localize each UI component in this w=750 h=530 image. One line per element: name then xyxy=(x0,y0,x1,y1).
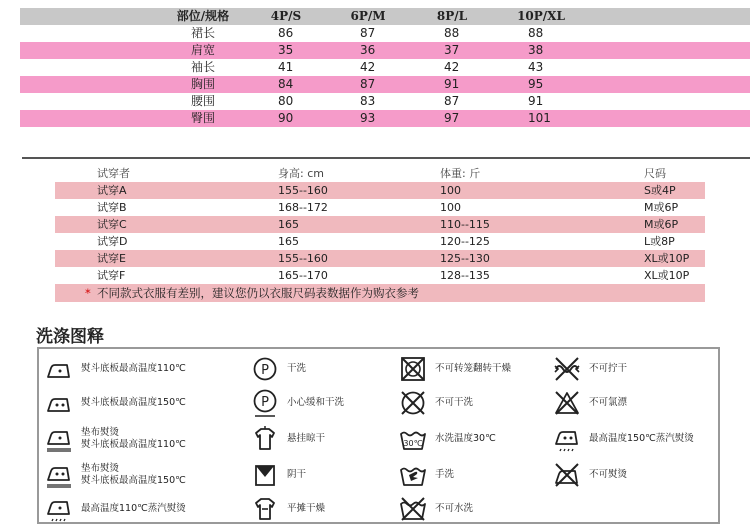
care-label-line: 手洗 xyxy=(435,469,455,480)
care-label-line: 熨斗底板最高温度150℃ xyxy=(81,475,186,486)
cell-weight: 100 xyxy=(440,184,461,197)
cell-size: XL或10P xyxy=(644,269,690,282)
svg-text:P: P xyxy=(261,363,269,378)
cell-value: 88 xyxy=(444,26,460,40)
cell-value: 97 xyxy=(444,111,460,125)
iron-two-dots-icon xyxy=(45,389,73,417)
size-table-header xyxy=(20,8,750,25)
table-row xyxy=(20,110,750,127)
cell-tester: 试穿C xyxy=(97,218,127,231)
cell-value: 42 xyxy=(360,60,376,74)
care-label-line: 最高温度150℃蒸汽熨烫 xyxy=(589,433,694,444)
care-title: 洗涤图释 xyxy=(36,327,104,347)
care-label-line: 不可转笼翻转干燥 xyxy=(435,363,512,374)
wash-30-icon xyxy=(399,425,427,453)
care-label xyxy=(589,425,694,453)
cell-weight: 125--130 xyxy=(440,252,490,265)
care-label-line: 不可干洗 xyxy=(435,397,474,408)
cell-height: 165--170 xyxy=(278,269,328,282)
gentle-dry-clean-icon xyxy=(251,389,279,417)
header-part: 部位/规格 xyxy=(176,9,230,23)
cell-size: M或6P xyxy=(644,201,679,214)
table-row xyxy=(20,59,750,76)
cell-tester: 试穿B xyxy=(97,201,127,214)
cell-value: 88 xyxy=(528,26,544,40)
header-size: 尺码 xyxy=(644,167,666,180)
cell-tester: 试穿E xyxy=(97,252,126,265)
note-text: 不同款式衣服有差别，建议您仍以衣服尺码表数据作为购衣参考 xyxy=(97,286,419,300)
no-tumble-dry-icon xyxy=(399,355,427,383)
row-part: 腰围 xyxy=(190,94,215,108)
iron-cloth-two-dots-icon xyxy=(45,461,73,489)
cell-value: 87 xyxy=(360,26,376,40)
care-label xyxy=(435,389,473,417)
no-dry-clean-icon xyxy=(399,389,427,417)
care-label xyxy=(287,461,306,489)
care-label xyxy=(435,425,496,453)
header-tester: 试穿者 xyxy=(97,167,130,180)
row-part: 胸围 xyxy=(190,77,215,91)
size-table xyxy=(20,8,750,127)
iron-cloth-one-dot-icon xyxy=(45,425,73,453)
cell-value: 93 xyxy=(360,111,376,125)
cell-size: XL或10P xyxy=(644,252,690,265)
shade-dry-icon xyxy=(251,461,279,489)
row-part: 臀围 xyxy=(190,111,215,125)
care-label-line: 不可水洗 xyxy=(435,503,474,514)
table-row xyxy=(20,93,750,110)
care-label xyxy=(287,389,344,417)
cell-weight: 128--135 xyxy=(440,269,490,282)
cell-tester: 试穿D xyxy=(97,235,128,248)
no-bleach-icon xyxy=(553,389,581,417)
cell-weight: 110--115 xyxy=(440,218,490,231)
care-label xyxy=(435,461,454,489)
care-label-line: 垫布熨烫 xyxy=(81,463,120,474)
cell-tester: 试穿A xyxy=(97,184,127,197)
header-size-l: 8P/L xyxy=(436,9,468,23)
iron-one-dot-icon xyxy=(45,355,73,383)
care-label-line: 最高温度110℃蒸汽熨烫 xyxy=(81,503,186,514)
cell-height: 165 xyxy=(278,235,299,248)
steam-iron-110-icon xyxy=(45,495,73,523)
cell-value: 91 xyxy=(444,77,460,91)
care-label xyxy=(589,461,627,489)
care-label xyxy=(435,495,473,523)
care-label xyxy=(287,355,306,383)
cell-height: 168--172 xyxy=(278,201,328,214)
cell-value: 86 xyxy=(278,26,294,40)
cell-value: 91 xyxy=(528,94,544,108)
row-part: 肩宽 xyxy=(190,43,215,57)
care-label-line: 水洗温度30℃ xyxy=(435,433,496,444)
cell-value: 90 xyxy=(278,111,294,125)
table-row xyxy=(55,267,705,284)
cell-value: 101 xyxy=(528,111,551,125)
care-label-line: 熨斗底板最高温度110℃ xyxy=(81,363,186,374)
care-label-line: 熨斗底板最高温度110℃ xyxy=(81,439,186,450)
fitting-table xyxy=(55,165,705,302)
care-label xyxy=(435,355,511,383)
cell-value: 80 xyxy=(278,94,294,108)
cell-height: 155--160 xyxy=(278,184,328,197)
header-size-m: 6P/M xyxy=(350,9,386,23)
cell-value: 38 xyxy=(528,43,544,57)
cell-value: 42 xyxy=(444,60,460,74)
cell-value: 35 xyxy=(278,43,294,57)
cell-value: 83 xyxy=(360,94,376,108)
cell-tester: 试穿F xyxy=(97,269,126,282)
cell-value: 84 xyxy=(278,77,294,91)
table-row xyxy=(20,42,750,59)
header-height: 身高: cm xyxy=(278,167,324,180)
no-wash-icon xyxy=(399,495,427,523)
cell-value: 41 xyxy=(278,60,294,74)
care-label-line: 垫布熨烫 xyxy=(81,427,120,438)
care-label xyxy=(81,389,186,417)
cell-weight: 120--125 xyxy=(440,235,490,248)
table-row xyxy=(55,250,705,267)
fitting-note xyxy=(55,284,705,302)
care-label-line: 干洗 xyxy=(287,363,307,374)
header-weight: 体重: 斤 xyxy=(440,167,481,180)
table-row xyxy=(55,216,705,233)
cell-value: 37 xyxy=(444,43,460,57)
cell-size: M或6P xyxy=(644,218,679,231)
care-label xyxy=(287,495,325,523)
care-legend-box xyxy=(37,347,720,524)
care-label-line: 熨斗底板最高温度150℃ xyxy=(81,397,186,408)
care-label-line: 小心缓和干洗 xyxy=(287,397,345,408)
care-label-line: 不可氯漂 xyxy=(589,397,628,408)
header-size-s: 4P/S xyxy=(270,9,302,23)
hang-dry-icon xyxy=(251,425,279,453)
care-label xyxy=(81,425,186,453)
fitting-table-header xyxy=(55,165,705,182)
care-label-line: 悬挂晾干 xyxy=(287,433,326,444)
section-divider xyxy=(22,157,750,159)
care-label xyxy=(287,425,325,453)
flat-dry-icon xyxy=(251,495,279,523)
table-row xyxy=(20,25,750,42)
care-label xyxy=(81,461,186,489)
care-label xyxy=(589,355,627,383)
table-row xyxy=(55,182,705,199)
no-iron-icon xyxy=(553,461,581,489)
care-label xyxy=(81,355,186,383)
row-part: 裙长 xyxy=(190,26,215,40)
care-label xyxy=(81,495,186,523)
cell-height: 155--160 xyxy=(278,252,328,265)
hand-wash-icon xyxy=(399,461,427,489)
cell-value: 36 xyxy=(360,43,376,57)
table-row xyxy=(55,199,705,216)
row-part: 袖长 xyxy=(190,60,215,74)
care-label-line: 不可拧干 xyxy=(589,363,628,374)
header-size-xl: 10P/XL xyxy=(517,9,565,23)
cell-height: 165 xyxy=(278,218,299,231)
no-wring-icon xyxy=(553,355,581,383)
dry-clean-p-icon xyxy=(251,355,279,383)
cell-size: S或4P xyxy=(644,184,676,197)
table-row xyxy=(55,233,705,250)
care-label-line: 不可熨烫 xyxy=(589,469,628,480)
cell-weight: 100 xyxy=(440,201,461,214)
note-star: * xyxy=(85,286,91,300)
care-label-line: 平摊干燥 xyxy=(287,503,326,514)
care-label xyxy=(589,389,627,417)
svg-text:P: P xyxy=(261,395,269,410)
cell-value: 87 xyxy=(360,77,376,91)
svg-text:30℃: 30℃ xyxy=(403,439,423,448)
care-label-line: 阴干 xyxy=(287,469,307,480)
cell-value: 43 xyxy=(528,60,544,74)
steam-iron-150-icon xyxy=(553,425,581,453)
cell-value: 87 xyxy=(444,94,460,108)
table-row xyxy=(20,76,750,93)
cell-value: 95 xyxy=(528,77,544,91)
cell-size: L或8P xyxy=(644,235,675,248)
